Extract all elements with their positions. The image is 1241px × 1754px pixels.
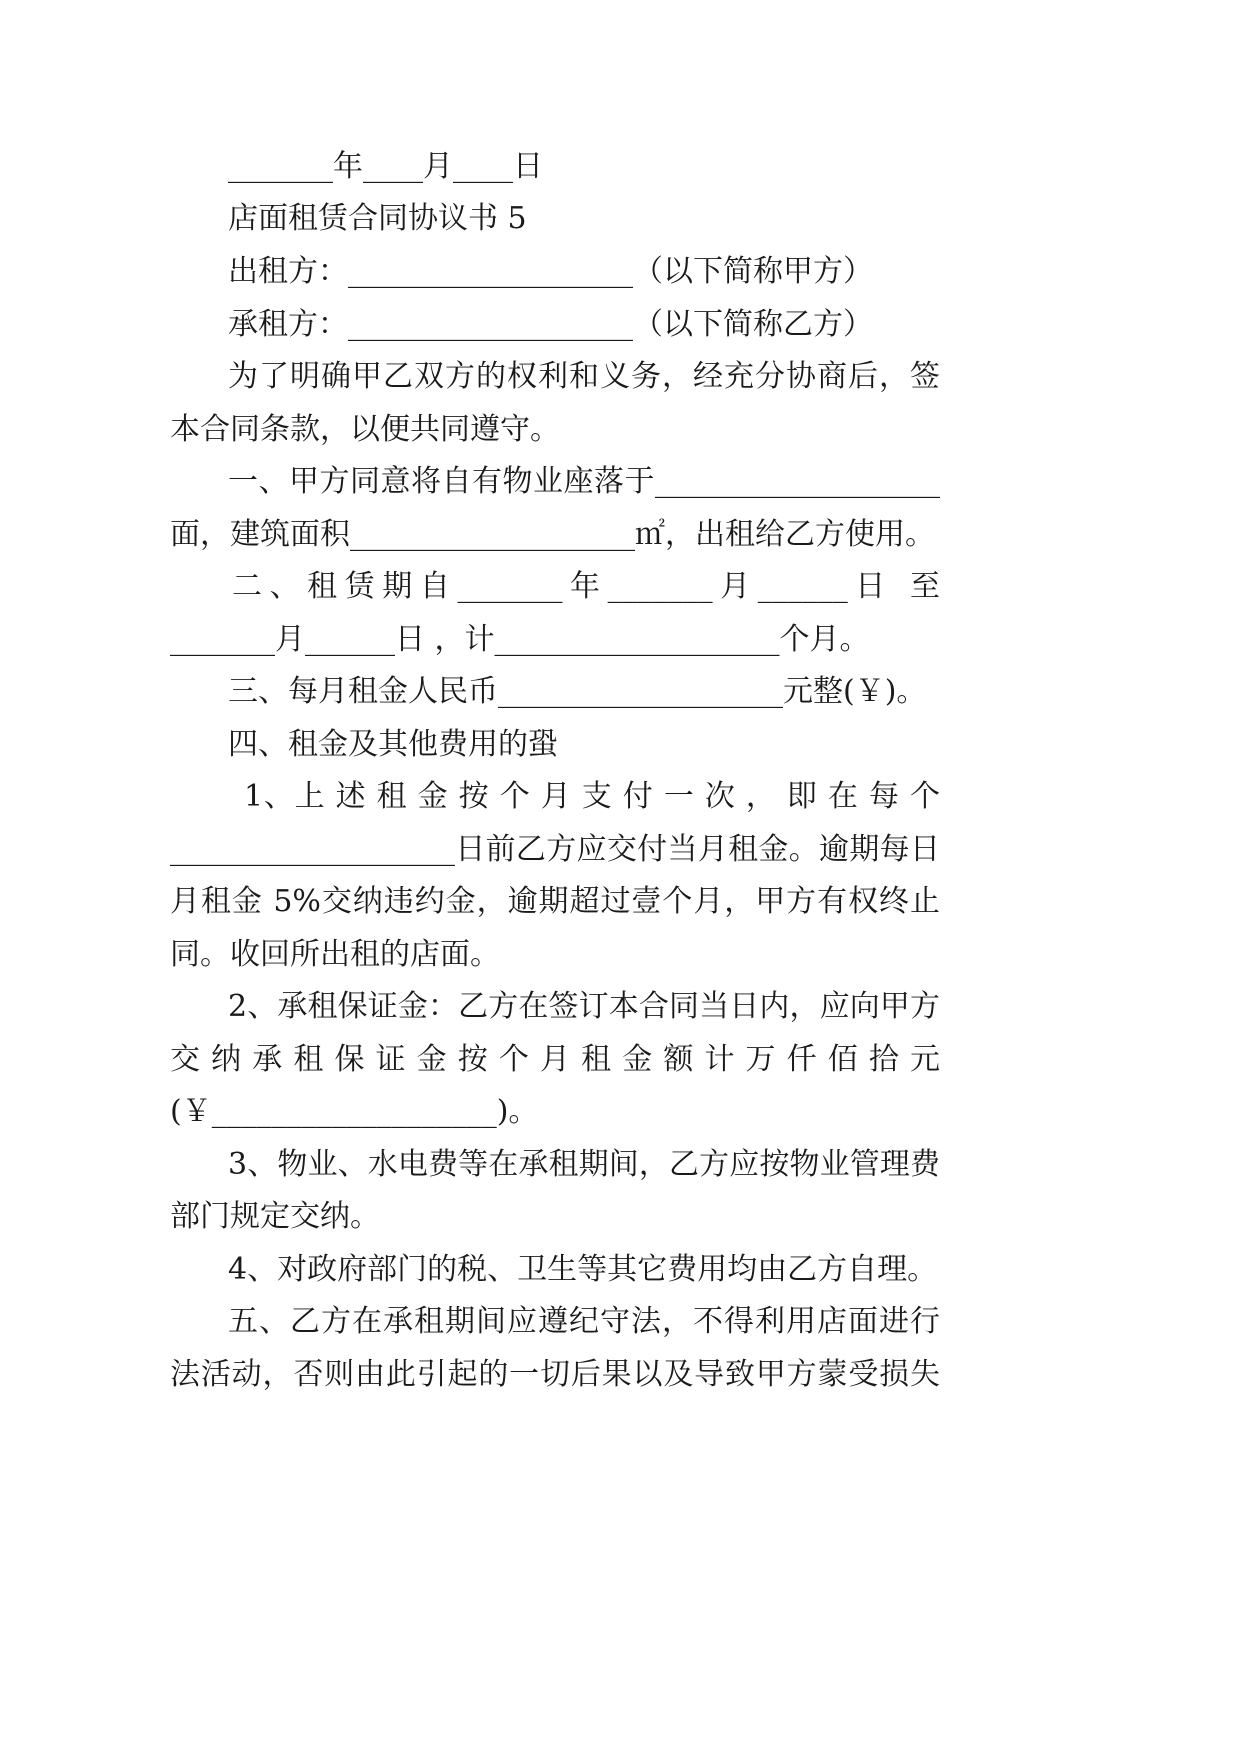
item-1-line-1: 1、上 述 租 金 按 个 月 支 付 一 次 ， 即 在 每 个 — [244, 779, 940, 814]
item-2-line-2: 交 纳 承 租 保 证 金 按 个 月 租 金 额 计 万 仟 佰 拾 元 — [170, 1042, 940, 1077]
clause-5-line-2: 法活动，否则由此引起的一切后果以及导致甲方蒙受损失 — [170, 1357, 940, 1392]
clause-5-line-1: 五、乙方在承租期间应遵纪守法，不得利用店面进行 — [228, 1304, 940, 1339]
item-4-line: 4、对政府部门的税、卫生等其它费用均由乙方自理。 — [228, 1252, 938, 1287]
date-line: _______年____月____日 — [228, 149, 543, 184]
item-3-line-1: 3、物业、水电费等在承租期间，乙方应按物业管理费 — [228, 1147, 940, 1182]
item-2-line-3: (￥___________________)。 — [170, 1094, 539, 1129]
lessor-line: 出租方：___________________（以下简称甲方） — [228, 254, 873, 289]
clause-1-line-1: 一、甲方同意将自有物业座落于___________________ — [228, 464, 940, 499]
item-1-line-4: 同。收回所出租的店面。 — [170, 937, 500, 972]
clause-2-line-1: 二、租赁期自_______年_______月______日 至 — [232, 569, 940, 604]
lessee-line: 承租方：___________________（以下简称乙方） — [228, 307, 873, 342]
item-3-line-2: 部门规定交纳。 — [170, 1199, 380, 1234]
item-1-line-2: ___________________日前乙方应交付当月租金。逾期每日 — [170, 832, 940, 867]
preamble-line-1: 为了明确甲乙双方的权利和义务，经充分协商后，签 — [228, 359, 940, 394]
preamble-line-2: 本合同条款，以便共同遵守。 — [170, 412, 560, 447]
contract-title: 店面租赁合同协议书 5 — [228, 201, 527, 236]
clause-3-line: 三、每月租金人民币___________________元整(￥)。 — [228, 674, 927, 709]
clause-1-line-2: 面，建筑面积___________________㎡，出租给乙方使用。 — [170, 517, 935, 552]
clause-2-line-2: _______月______日 ，计___________________个月。 — [170, 622, 870, 657]
item-1-line-3: 月租金 5%交纳违约金，逾期超过壹个月，甲方有权终止 — [170, 884, 940, 919]
clause-4-heading: 四、租金及其他费用的蛩 — [228, 727, 558, 762]
item-2-line-1: 2、承租保证金：乙方在签订本合同当日内，应向甲方 — [228, 989, 940, 1024]
